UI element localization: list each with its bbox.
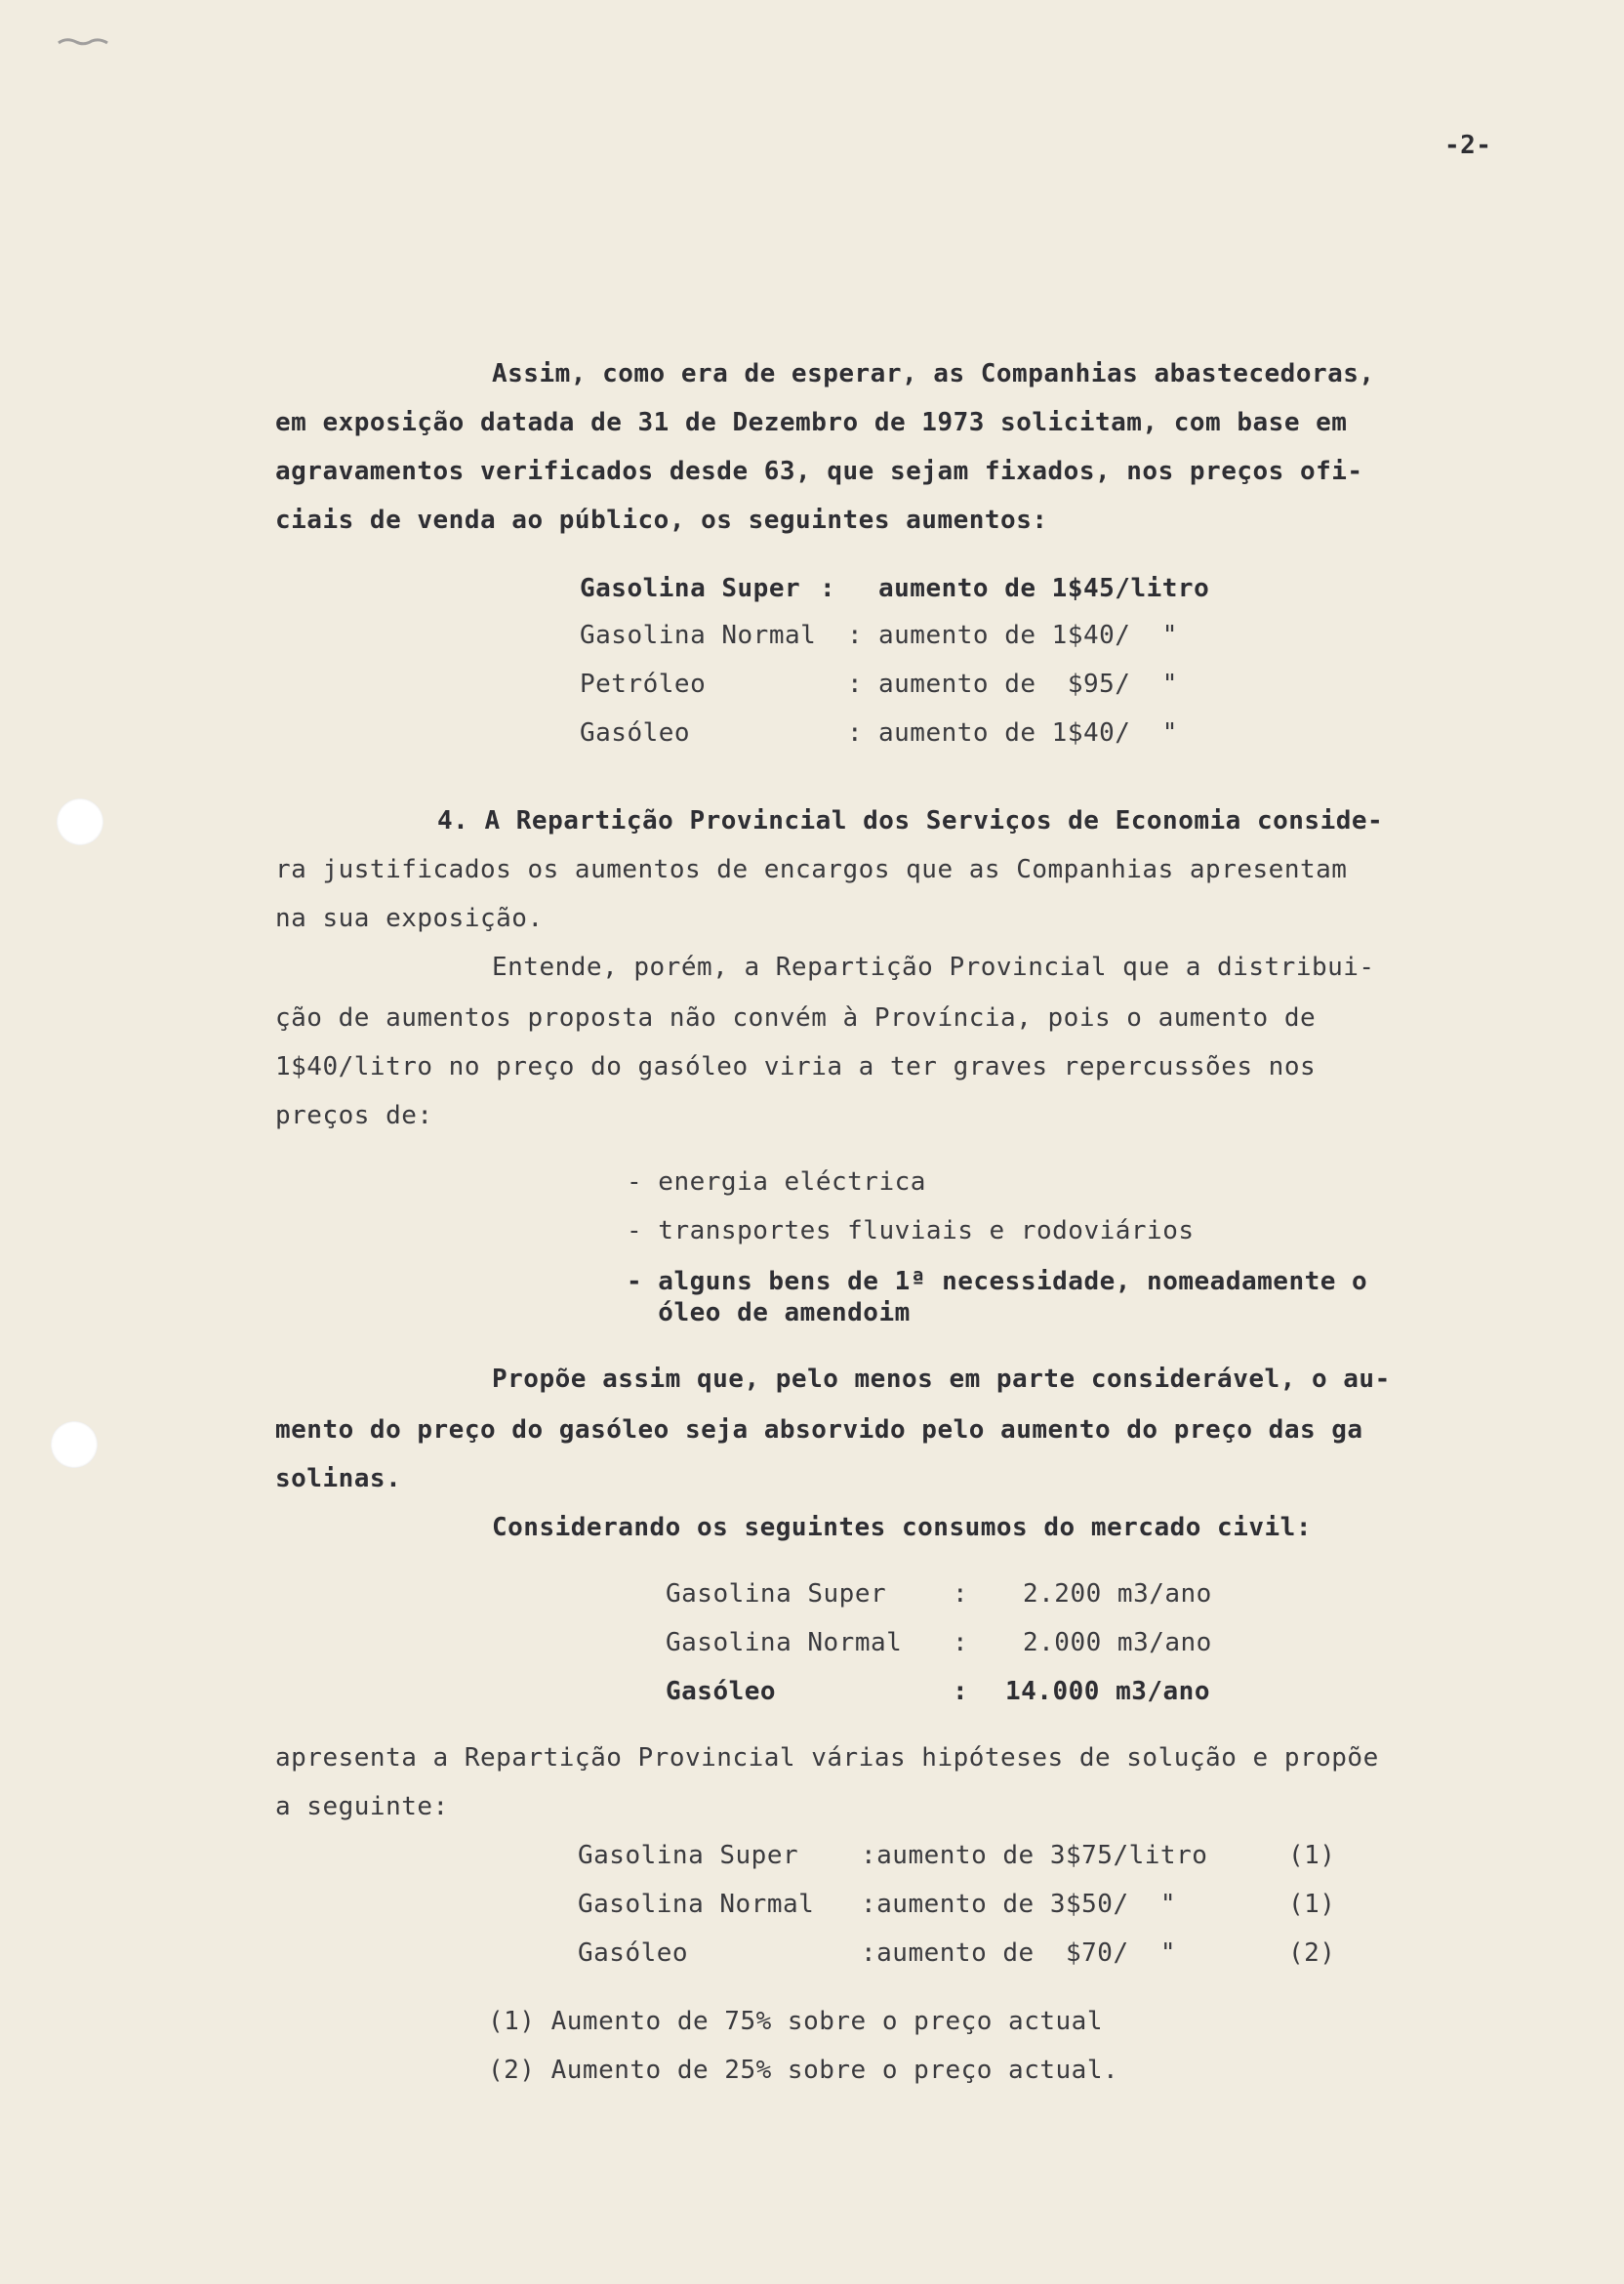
prop-increase: :aumento de 3$50/ ": [861, 1890, 1177, 1919]
para8-line-1: apresenta a Repartição Provincial várias hipóteses de solução e propõe: [275, 1743, 1379, 1773]
req-product: Gasolina Normal: [580, 621, 817, 650]
para1-line-3: agravamentos verificados desde 63, que sejam fixados, nos preços ofi-: [275, 457, 1363, 486]
footnote-1: (1) Aumento de 75% sobre o preço actual: [488, 2007, 1103, 2036]
prop-increase: :aumento de $70/ ": [861, 1938, 1177, 1968]
ink-smudge: [57, 35, 135, 49]
req-increase: aumento de $95/ ": [878, 670, 1178, 699]
para8-line-2: a seguinte:: [275, 1792, 449, 1821]
cons-sep: :: [953, 1579, 969, 1609]
impact-item: - energia eléctrica: [627, 1167, 926, 1197]
para4-line-1: 4. A Repartição Provincial dos Serviços de Economia conside-: [437, 806, 1384, 836]
req-sep: :: [847, 718, 864, 748]
page-number: -2-: [1444, 131, 1492, 160]
impact-item: óleo de amendoim: [627, 1298, 911, 1327]
req-product: Petróleo: [580, 670, 707, 699]
cons-amount: 2.000 m3/ano: [1023, 1628, 1212, 1657]
cons-amount: 14.000 m3/ano: [1005, 1677, 1210, 1706]
prop-product: Gasolina Normal: [578, 1890, 815, 1919]
para5-line-2: ção de aumentos proposta não convém à Província, pois o aumento de: [275, 1003, 1317, 1033]
para5-line-4: preços de:: [275, 1101, 433, 1130]
req-product: Gasolina Super: [580, 574, 801, 603]
cons-sep: :: [953, 1677, 969, 1706]
prop-product: Gasolina Super: [578, 1841, 799, 1870]
footnote-2: (2) Aumento de 25% sobre o preço actual.: [488, 2056, 1119, 2085]
prop-increase: :aumento de 3$75/litro: [861, 1841, 1208, 1870]
cons-amount: 2.200 m3/ano: [1023, 1579, 1212, 1609]
cons-sep: :: [953, 1628, 969, 1657]
para6-line-3: solinas.: [275, 1464, 402, 1493]
impact-item: - alguns bens de 1ª necessidade, nomeadamente o: [627, 1267, 1368, 1296]
req-product: Gasóleo: [580, 718, 691, 748]
para6-line-2: mento do preço do gasóleo seja absorvido pelo aumento do preço das ga: [275, 1415, 1363, 1445]
para5-line-3: 1$40/litro no preço do gasóleo viria a ter graves repercussões nos: [275, 1052, 1317, 1081]
req-increase: aumento de 1$45/litro: [878, 574, 1210, 603]
cons-product: Gasóleo: [666, 1677, 777, 1706]
para6-line-1: Propõe assim que, pelo menos em parte considerável, o au-: [492, 1365, 1391, 1394]
cons-product: Gasolina Super: [666, 1579, 887, 1609]
req-sep: :: [847, 670, 864, 699]
para1-line-1: Assim, como era de esperar, as Companhias abastecedoras,: [492, 359, 1375, 388]
prop-note: (1): [1288, 1890, 1336, 1919]
impact-item: - transportes fluviais e rodoviários: [627, 1216, 1195, 1245]
req-sep: :: [820, 574, 836, 603]
para7: Considerando os seguintes consumos do mercado civil:: [492, 1513, 1312, 1542]
req-increase: aumento de 1$40/ ": [878, 718, 1178, 748]
para4-line-3: na sua exposição.: [275, 904, 544, 933]
para1-line-4: ciais de venda ao público, os seguintes aumentos:: [275, 506, 1048, 535]
req-sep: :: [847, 621, 864, 650]
para5-line-1: Entende, porém, a Repartição Provincial que a distribui-: [492, 953, 1375, 982]
prop-note: (1): [1288, 1841, 1336, 1870]
req-increase: aumento de 1$40/ ": [878, 621, 1178, 650]
punch-hole: [57, 798, 103, 845]
para1-line-2: em exposição datada de 31 de Dezembro de 1973 solicitam, com base em: [275, 408, 1348, 437]
cons-product: Gasolina Normal: [666, 1628, 903, 1657]
prop-note: (2): [1288, 1938, 1336, 1968]
punch-hole: [51, 1421, 98, 1468]
prop-product: Gasóleo: [578, 1938, 689, 1968]
para4-line-2: ra justificados os aumentos de encargos que as Companhias apresentam: [275, 855, 1348, 884]
